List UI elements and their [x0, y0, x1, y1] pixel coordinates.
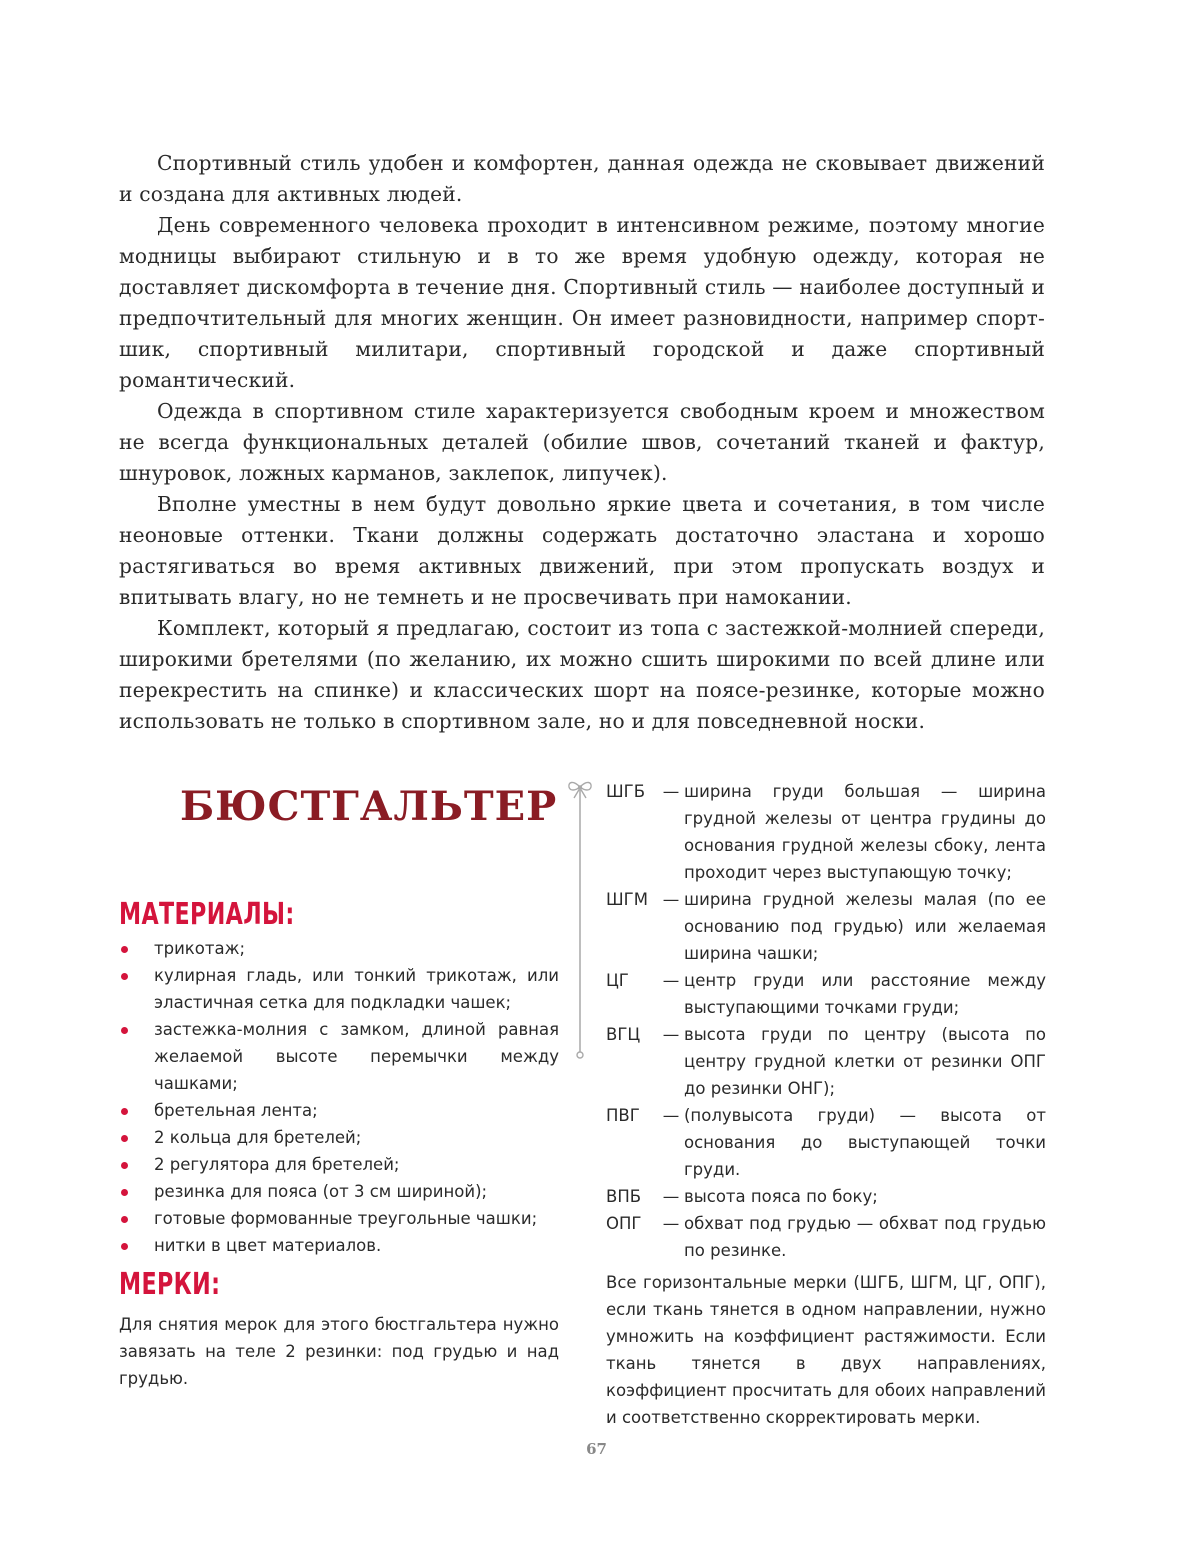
list-item: резинка для пояса (от 3 см шириной); [119, 1178, 559, 1205]
intro-paragraph: День современного человека проходит в интенсивном режиме, поэтому многие модницы выбирают стильную и в то же время удобную одежду, которая не доставляет дискомфорта в течение дня. Спортивный стиль — наиболее доступный и предпочтительный для многих женщин. Он имеет разновидности, например спорт-шик, спортивный милитари, спортивный городской и даже спортивный романтический. [119, 213, 1045, 392]
intro-paragraph: Вполне уместны в нем будут довольно яркие цвета и сочетания, в том числе неоновые оттенки. Ткани должны содержать достаточно эластана и хорошо растягиваться во время активных движений, при этом пропускать воздух и впитывать влагу, но не темнеть и не просвечивать при намокании. [119, 492, 1045, 609]
bullet-icon [121, 1108, 128, 1115]
bullet-icon [121, 1216, 128, 1223]
bullet-icon [121, 1162, 128, 1169]
intro-paragraph: Спортивный стиль удобен и комфортен, данная одежда не сковывает движений и создана для активных людей. [119, 151, 1045, 206]
bullet-icon [121, 1243, 128, 1250]
list-item: трикотаж; [119, 935, 559, 962]
definition-item: ЦГ — центр груди или расстояние между выступающими точками груди; [606, 971, 1046, 1017]
measures-note: Все горизонтальные мерки (ШГБ, ШГМ, ЦГ, ОПГ), если ткань тянется в одном направлении, нужно умножить на коэффициент растяжимости. Если ткань тянется в двух направлениях, коэффициент просчитать для обоих направлений и соответственно скорректировать мерки. [606, 1273, 1046, 1427]
bullet-icon [121, 1027, 128, 1034]
measures-text: Для снятия мерок для этого бюстгальтера нужно завязать на теле 2 резинки: под грудью и над грудью. [119, 1315, 559, 1388]
materials-heading: МАТЕРИАЛЫ: [119, 897, 295, 932]
definition-item: ШГБ — ширина груди большая — ширина грудной железы от центра грудины до основания грудной железы сбоку, лента проходит через выступающую точку; [606, 782, 1046, 882]
section-title: БЮСТГАЛЬТЕР [180, 783, 558, 830]
list-item: 2 кольца для бретелей; [119, 1124, 559, 1151]
page-number: 67 [586, 1440, 607, 1458]
materials-list [119, 935, 559, 1259]
intro-text [119, 148, 1045, 737]
definition-item: ВГЦ — высота груди по центру (высота по центру грудной клетки от резинки ОПГ до резинки ОНГ); [606, 1025, 1046, 1098]
definition-item: ВПБ — высота пояса по боку; [606, 1187, 878, 1206]
list-item: 2 регулятора для бретелей; [119, 1151, 559, 1178]
list-item: застежка-молния с замком, длиной равная желаемой высоте перемычки между чашками; [119, 1016, 559, 1097]
intro-paragraph: Комплект, который я предлагаю, состоит из топа с застежкой-молнией спереди, широкими бретелями (по желанию, их можно сшить широкими по всей длине или перекрестить на спинке) и классических шорт на поясе-резинке, которые можно использовать не только в спортивном зале, но и для повседневной носки. [119, 616, 1045, 733]
list-item: кулирная гладь, или тонкий трикотаж, или эластичная сетка для подкладки чашек; [119, 962, 559, 1016]
bullet-icon [121, 946, 128, 953]
bullet-icon [121, 1135, 128, 1142]
intro-paragraph: Одежда в спортивном стиле характеризуется свободным кроем и множеством не всегда функциональных деталей (обилие швов, сочетаний тканей и фактур, шнуровок, ложных карманов, заклепок, липучек). [119, 399, 1045, 485]
bullet-icon [121, 973, 128, 980]
list-item: нитки в цвет материалов. [119, 1232, 559, 1259]
list-item: бретельная лента; [119, 1097, 559, 1124]
definitions-list [606, 778, 1046, 1431]
definition-item: ОПГ — обхват под грудью — обхват под грудью по резинке. [606, 1214, 1046, 1260]
list-item: готовые формованные треугольные чашки; [119, 1205, 559, 1232]
bullet-icon [121, 1189, 128, 1196]
definition-item: ШГМ — ширина грудной железы малая (по ее основанию под грудью) или желаемая ширина чашки; [606, 890, 1046, 963]
measures-heading: МЕРКИ: [119, 1267, 221, 1302]
definition-item: ПВГ — (полувысота груди) — высота от основания до выступающей точки груди. [606, 1106, 1046, 1179]
bow-divider-icon [565, 778, 595, 1060]
